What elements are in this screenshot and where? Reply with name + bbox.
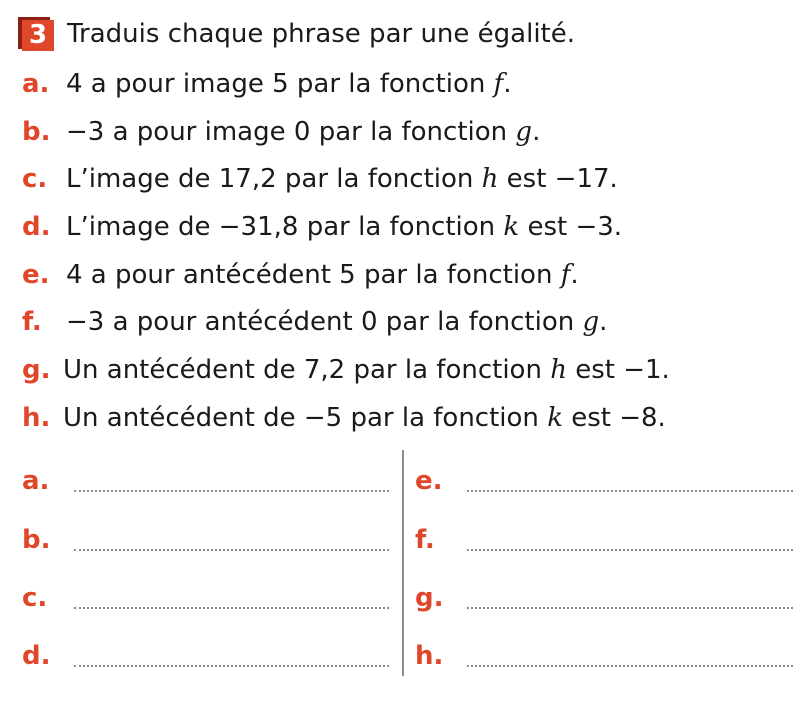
sentence-item-f (22, 298, 670, 346)
answer-blank[interactable] (74, 665, 389, 667)
answer-row-h (415, 641, 793, 671)
answer-blank[interactable] (467, 549, 793, 551)
function-name: f (560, 259, 571, 290)
answer-letter: h. (415, 641, 444, 671)
function-name: g (515, 116, 533, 147)
answer-letter: c. (22, 583, 48, 613)
answer-letter: e. (415, 466, 443, 496)
sentence-item-e (22, 251, 670, 299)
column-divider (402, 450, 404, 676)
item-text-before: −3 a pour antécédent 0 par la fonction (66, 307, 583, 338)
answer-letter: g. (415, 583, 444, 613)
sentence-item-b (22, 108, 670, 156)
item-text (66, 260, 579, 290)
item-text (66, 69, 512, 99)
function-name: h (481, 164, 499, 195)
answer-blank[interactable] (467, 607, 793, 609)
answer-letter: f. (415, 525, 435, 555)
item-letter: g. (22, 354, 51, 385)
item-text-after: . (599, 307, 608, 338)
item-letter: c. (22, 164, 48, 195)
sentence-item-d (22, 203, 670, 251)
item-letter: d. (22, 211, 51, 242)
answer-blank[interactable] (74, 607, 389, 609)
item-text-after: est −8. (562, 402, 666, 433)
item-letter: f. (22, 307, 42, 338)
answer-row-f (415, 525, 793, 555)
answer-area (0, 450, 803, 676)
item-text-before: Un antécédent de −5 par la fonction (63, 402, 548, 433)
item-letter: e. (22, 259, 50, 290)
exercise-number: 3 (22, 20, 54, 51)
item-text-before: Un antécédent de 7,2 par la fonction (63, 354, 551, 385)
item-text-before: 4 a pour antécédent 5 par la fonction (66, 259, 561, 290)
item-text-after: est −3. (519, 211, 623, 242)
item-text-before: −3 a pour image 0 par la fonction (66, 116, 516, 147)
function-name: g (582, 307, 600, 338)
answer-blank[interactable] (467, 490, 793, 492)
answer-blank[interactable] (74, 549, 389, 551)
item-text (63, 403, 666, 433)
item-letter: b. (22, 116, 51, 147)
answer-row-c (22, 583, 389, 613)
answer-blank[interactable] (74, 490, 389, 492)
item-letter: a. (22, 68, 50, 99)
answer-blank[interactable] (467, 665, 793, 667)
item-text (63, 355, 670, 385)
sentence-item-c (22, 155, 670, 203)
item-text-after: . (503, 68, 512, 99)
item-letter: h. (22, 402, 51, 433)
function-name: k (547, 402, 563, 433)
item-text-after: est −17. (498, 164, 618, 195)
item-text-before: L’image de 17,2 par la fonction (66, 164, 482, 195)
sentence-item-a (22, 60, 670, 108)
item-text (66, 307, 607, 337)
answer-row-d (22, 641, 389, 671)
item-text-before: L’image de −31,8 par la fonction (66, 211, 504, 242)
exercise-instruction: Traduis chaque phrase par une égalité. (67, 19, 576, 49)
sentence-item-h (22, 394, 670, 442)
answer-row-b (22, 525, 389, 555)
answer-row-a (22, 466, 389, 496)
item-text-before: 4 a pour image 5 par la fonction (66, 68, 494, 99)
sentence-list (22, 60, 670, 442)
answer-row-e (415, 466, 793, 496)
item-text (66, 212, 622, 242)
sentence-item-g (22, 346, 670, 394)
item-text-after: est −1. (566, 354, 670, 385)
answer-letter: a. (22, 466, 50, 496)
item-text (66, 164, 618, 194)
exercise-header (18, 14, 575, 54)
answer-letter: b. (22, 525, 51, 555)
function-name: h (550, 354, 567, 385)
item-text-after: . (570, 259, 579, 290)
item-text (66, 117, 540, 147)
function-name: f (493, 68, 504, 99)
exercise-number-badge (18, 17, 54, 51)
answer-row-g (415, 583, 793, 613)
function-name: k (503, 211, 520, 242)
answer-letter: d. (22, 641, 51, 671)
item-text-after: . (532, 116, 541, 147)
